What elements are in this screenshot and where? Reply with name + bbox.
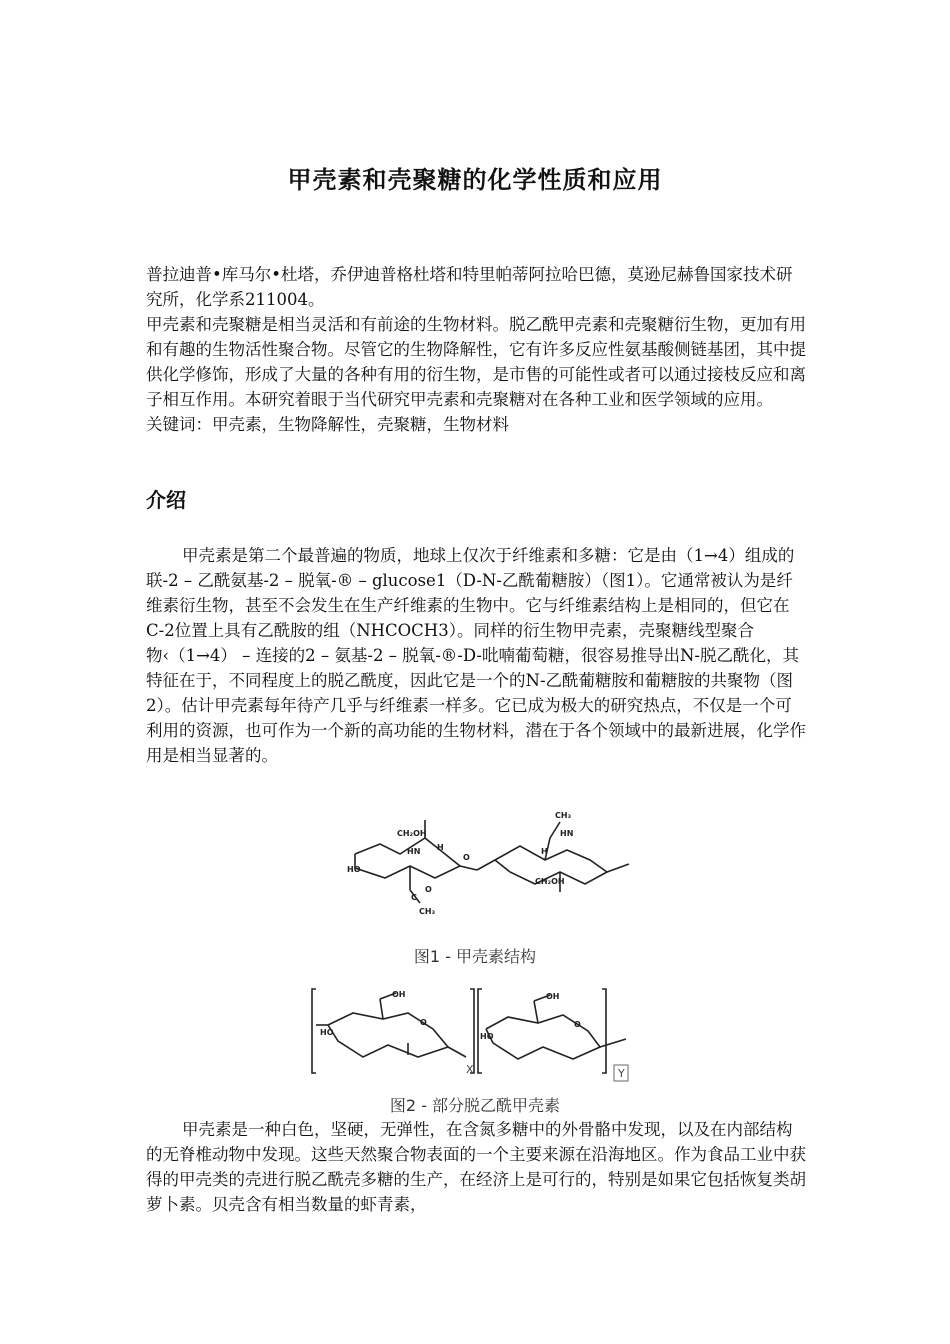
fig1-label: HN bbox=[560, 829, 574, 838]
section-heading: 介绍 bbox=[146, 488, 186, 512]
fig2-label: HO bbox=[480, 1032, 494, 1041]
fig2-label: OH bbox=[392, 990, 406, 999]
fig1-label: CH₂OH bbox=[535, 877, 565, 886]
continuation-section bbox=[146, 1117, 806, 1217]
fig1-label: CH₃ bbox=[419, 907, 436, 916]
chitin-structure-figure bbox=[345, 808, 635, 920]
fig1-label: O bbox=[425, 885, 432, 894]
fig2-subscript-y: Y bbox=[618, 1067, 625, 1080]
fig1-label: O bbox=[463, 853, 470, 862]
fig1-label: CH₂OH bbox=[397, 829, 427, 838]
intro-paragraph: 甲壳素是第二个最普遍的物质，地球上仅次于纤维素和多糖：它是由（1→4）组成的联-2 – 乙酰氨基-2 – 脱氧-® – glucose1（D-N-乙酰葡糖胺）（图1）。它通常被认为是纤维素衍生物，甚至不会发生在生产纤维素的生物中。它与纤维素结构上是相同的，但它在C-2位置上具有乙酰胺的组（NHCOCH3）。同样的衍生物甲壳素，壳聚糖线型聚合物‹（1→4） – 连接的2 – 氨基-2 – 脱氧-®-D-吡喃葡萄糖，很容易推导出N-脱乙酰化，其特征在于，不同程度上的脱乙酰度，因此它是一个的N-乙酰葡糖胺和葡糖胺的共聚物（图2）。估计甲壳素每年待产几乎与纤维素一样多。它已成为极大的研究热点，不仅是一个可利用的资源，也可作为一个新的高功能的生物材料，潜在于各个领域中的最新进展，化学作用是相当显著的。 bbox=[146, 546, 806, 765]
fig2-label: HO bbox=[320, 1028, 334, 1037]
author-affiliation: 普拉迪普•库马尔•杜塔，乔伊迪普格杜塔和特里帕蒂阿拉哈巴德，莫逊尼赫鲁国家技术研究所，化学系211004。 bbox=[146, 265, 793, 309]
fig2-subscript-x: X bbox=[466, 1063, 474, 1076]
fig2-label: OH bbox=[546, 992, 560, 1001]
figure2-caption: 图2 - 部分脱乙酰甲壳素 bbox=[389, 1096, 561, 1115]
fig1-label: HO bbox=[347, 865, 361, 874]
fig2-label: O bbox=[420, 1018, 427, 1027]
figure1-caption: 图1 - 甲壳素结构 bbox=[413, 947, 537, 966]
front-matter bbox=[146, 262, 806, 437]
document-title: 甲壳素和壳聚糖的化学性质和应用 bbox=[287, 166, 663, 194]
fig1-label: HN bbox=[407, 847, 421, 856]
fig2-label: O bbox=[574, 1020, 581, 1029]
fig1-label: C bbox=[411, 893, 417, 902]
partially-deacetylated-chitin-figure bbox=[308, 985, 638, 1085]
paragraph-2: 甲壳素是一种白色，坚硬，无弹性，在含氮多糖中的外骨骼中发现，以及在内部结构的无脊椎动物中发现。这些天然聚合物表面的一个主要来源在沿海地区。作为食品工业中获得的甲壳类的壳进行脱乙酰壳多糖的生产，在经济上是可行的，特别是如果它包括恢复类胡萝卜素。贝壳含有相当数量的虾青素， bbox=[146, 1120, 806, 1214]
intro-section bbox=[146, 543, 806, 768]
abstract: 甲壳素和壳聚糖是相当灵活和有前途的生物材料。脱乙酰甲壳素和壳聚糖衍生物，更加有用和有趣的生物活性聚合物。尽管它的生物降解性，它有许多反应性氨基酸侧链基团，其中提供化学修饰，形成了大量的各种有用的衍生物，是市售的可能性或者可以通过接枝反应和离子相互作用。本研究着眼于当代研究甲壳素和壳聚糖对在各种工业和医学领域的应用。 bbox=[146, 315, 806, 409]
fig1-label: CH₃ bbox=[555, 811, 572, 820]
keywords: 关键词：甲壳素，生物降解性，壳聚糖，生物材料 bbox=[146, 415, 509, 434]
fig1-label: H bbox=[541, 847, 548, 856]
fig1-label: H bbox=[437, 843, 444, 852]
